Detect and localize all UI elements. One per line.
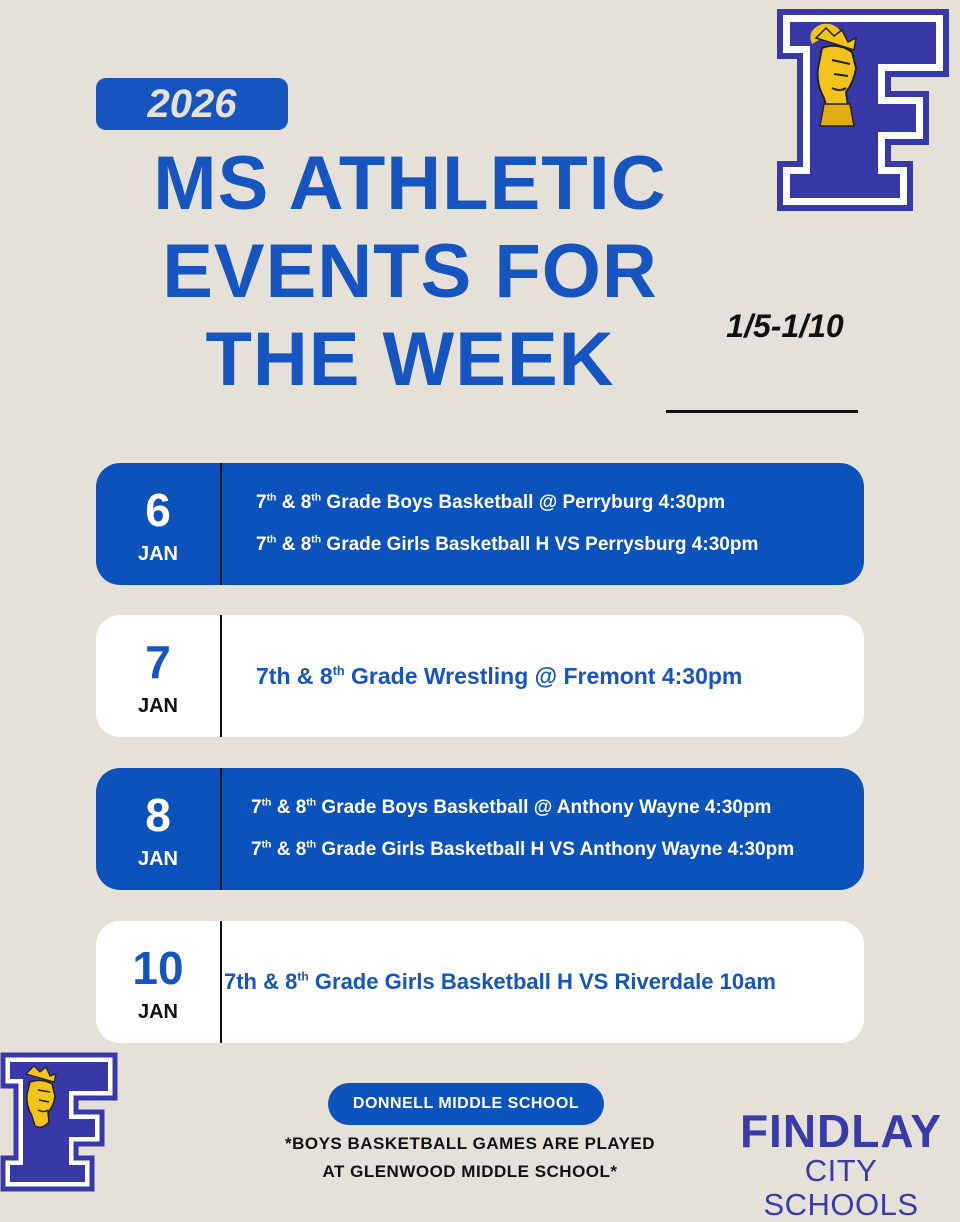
date-underline	[666, 410, 858, 413]
event-list	[256, 463, 854, 585]
logo-line-1: FINDLAY	[739, 1105, 943, 1157]
event-card-jan-10	[96, 921, 864, 1043]
event-card-jan-6	[96, 463, 864, 585]
event-item: 7th & 8th Grade Boys Basketball @ Perryburg 4:30pm	[256, 492, 726, 513]
event-item: 7th & 8th Grade Wrestling @ Fremont 4:30pm	[256, 662, 743, 689]
event-month: JAN	[137, 543, 178, 565]
title-line-3: THE WEEK	[205, 317, 615, 402]
event-month: JAN	[137, 1001, 178, 1023]
event-list	[224, 921, 854, 1043]
event-date	[96, 768, 220, 890]
event-month: JAN	[137, 695, 178, 717]
trojan-f-logo-icon	[0, 1052, 118, 1192]
event-item: 7th & 8th Grade Girls Basketball H VS Riverdale 10am	[224, 969, 776, 994]
event-item: 7th & 8th Grade Girls Basketball H VS Perrysburg 4:30pm	[256, 534, 759, 555]
event-card-jan-8	[96, 768, 864, 890]
event-day: 7	[145, 636, 171, 688]
event-date	[96, 921, 220, 1043]
findlay-city-schools-logo	[726, 1105, 956, 1222]
event-date	[96, 615, 220, 737]
event-month: JAN	[137, 848, 178, 870]
title-line-2: EVENTS FOR	[162, 229, 658, 314]
event-list	[251, 768, 854, 890]
year-badge: 2026	[96, 78, 288, 130]
logo-line-2: CITY SCHOOLS	[763, 1153, 919, 1222]
page-title	[100, 140, 720, 404]
card-divider	[220, 463, 222, 585]
event-day: 6	[145, 484, 171, 536]
event-day: 8	[145, 789, 171, 841]
card-divider	[220, 768, 222, 890]
footnote-line-2: AT GLENWOOD MIDDLE SCHOOL*	[322, 1162, 618, 1181]
event-item: 7th & 8th Grade Girls Basketball H VS Anthony Wayne 4:30pm	[251, 839, 795, 860]
event-day: 10	[132, 942, 184, 994]
school-badge: DONNELL MIDDLE SCHOOL	[328, 1083, 604, 1125]
card-divider	[220, 615, 222, 737]
event-item: 7th & 8th Grade Boys Basketball @ Anthony Wayne 4:30pm	[251, 797, 772, 818]
date-range: 1/5-1/10	[726, 308, 844, 344]
footnote-line-1: *BOYS BASKETBALL GAMES ARE PLAYED	[284, 1134, 656, 1153]
event-card-jan-7	[96, 615, 864, 737]
footnote	[240, 1130, 700, 1186]
event-date	[96, 463, 220, 585]
card-divider	[220, 921, 222, 1043]
title-line-1: MS ATHLETIC	[153, 141, 667, 226]
event-list	[256, 615, 854, 737]
trojan-f-logo-icon	[776, 8, 950, 212]
